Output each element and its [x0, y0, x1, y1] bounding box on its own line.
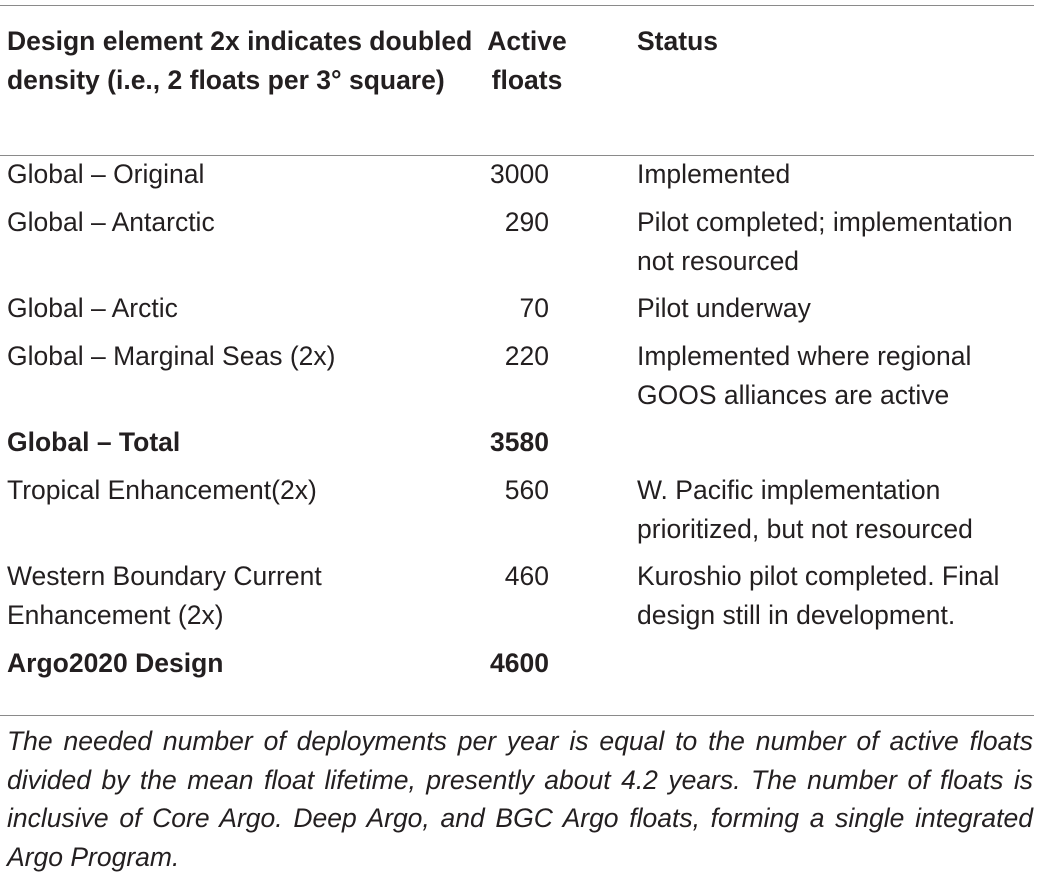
- table-row: [7, 337, 1033, 424]
- top-rule: [0, 5, 1034, 6]
- design-cell: Global – Original: [7, 159, 205, 189]
- header-design-element: Design element 2x indicates doubled density (i.e., 2 floats per 3° square): [7, 26, 473, 95]
- table-row: [7, 557, 1033, 644]
- floats-cell: 220: [504, 340, 549, 371]
- header-active-floats: Active floats: [487, 26, 567, 95]
- table-row: [7, 155, 1033, 203]
- status-cell: W. Pacific implementation prioritized, but not resourced: [637, 474, 973, 544]
- status-cell: Implemented where regional GOOS alliances are active: [637, 340, 972, 410]
- design-cell: Western Boundary Current Enhancement (2x): [7, 561, 322, 630]
- argo-design-table: [7, 22, 1033, 691]
- design-cell: Argo2020 Design: [7, 647, 224, 678]
- floats-cell: 3580: [490, 427, 549, 457]
- design-cell: Global – Arctic: [7, 293, 178, 323]
- design-cell: Global – Antarctic: [7, 206, 215, 237]
- status-cell: Implemented: [637, 159, 791, 189]
- floats-cell: 560: [504, 474, 549, 505]
- floats-cell: 290: [504, 206, 549, 237]
- table-footnote: The needed number of deployments per year is equal to the number of active floats divided by the mean float lifetime, presently about 4.2 years. The number of floats is inclusive of Core Argo. Deep Argo, and BGC Argo floats, forming a single integrated Argo Program.: [7, 726, 1033, 872]
- floats-cell: 3000: [490, 159, 549, 189]
- design-cell: Tropical Enhancement(2x): [7, 474, 317, 505]
- status-cell: Pilot underway: [637, 293, 811, 323]
- table-row: [7, 289, 1033, 337]
- status-cell: [637, 423, 1033, 471]
- floats-cell: 460: [504, 561, 549, 591]
- design-cell: Global – Marginal Seas (2x): [7, 340, 336, 371]
- table-row: [7, 471, 1033, 558]
- status-cell: Pilot completed; implementation not resourced: [637, 206, 1013, 276]
- floats-cell: 4600: [490, 647, 549, 678]
- header-status: Status: [637, 26, 718, 56]
- global-total-row: [7, 423, 1033, 471]
- status-cell: Kuroshio pilot completed. Final design still in development.: [637, 561, 1000, 630]
- design-cell: Global – Total: [7, 427, 181, 457]
- table-row: [7, 203, 1033, 290]
- bottom-rule: [0, 715, 1034, 716]
- header-row: [7, 22, 1033, 155]
- status-cell: [637, 644, 1033, 692]
- floats-cell: 70: [519, 293, 549, 323]
- argo2020-total-row: [7, 644, 1033, 692]
